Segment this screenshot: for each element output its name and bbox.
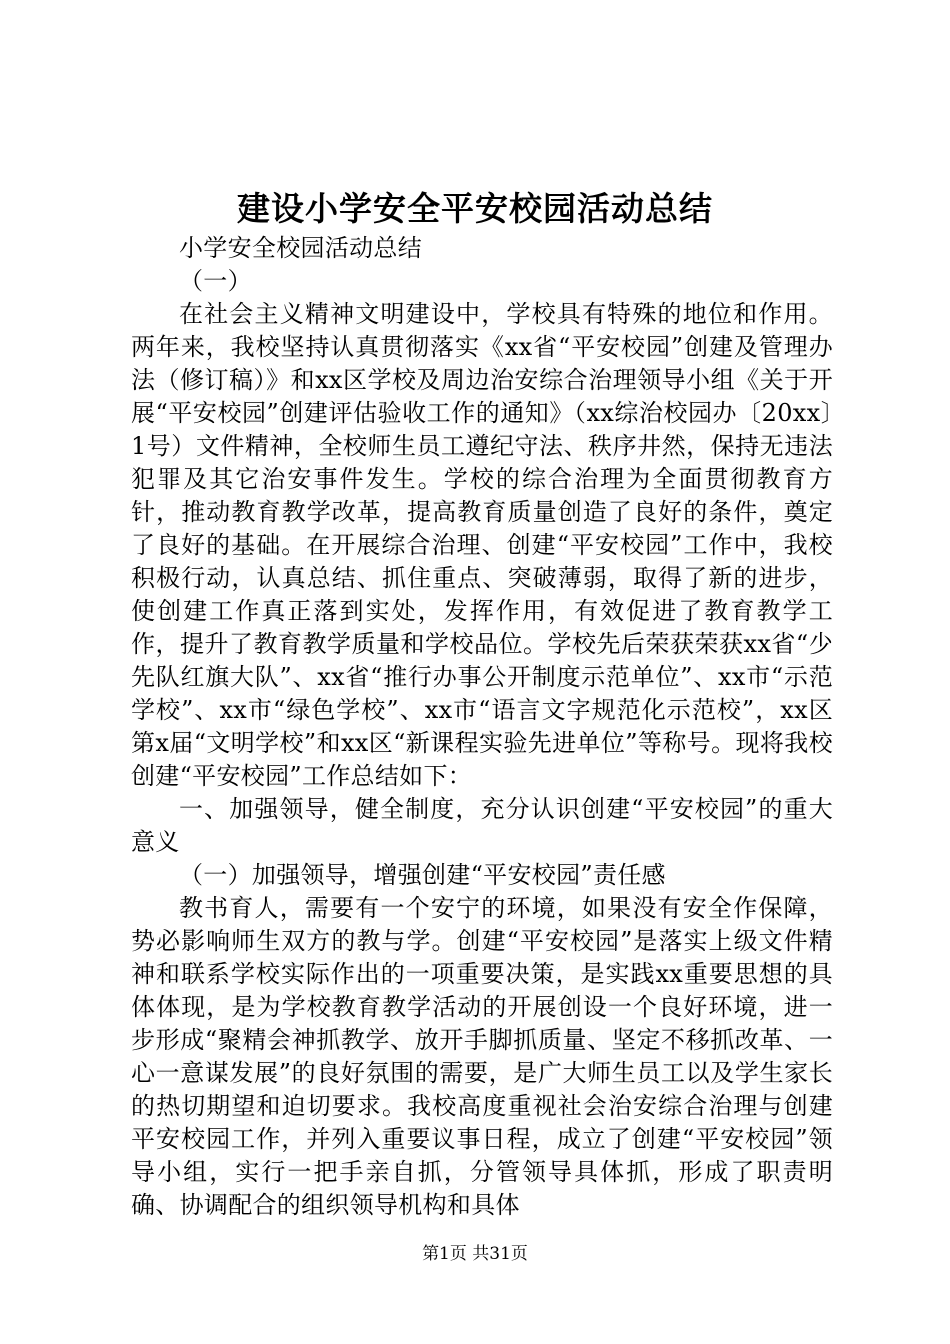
subsection-heading: （一）加强领导，增强创建“平安校园”责任感 [179, 861, 666, 889]
body-paragraph: 在社会主义精神文明建设中，学校具有特殊的地位和作用。两年来，我校坚持认真贯彻落实《xx省“平安校园”创建及管理办法（修订稿）》和xx区学校及周边治安综合治理领导小组《关于开展“平安校园”创建评估验收工作的通知》（xx综治校园办〔20xx〕1号）文件精神，全校师生员工遵纪守法、秩序井然，保持无违法犯罪及其它治安事件发生。学校的综合治理为全面贯彻教育方针，推动教育教学改革，提高教育质量创造了良好的条件，奠定了良好的基础。在开展综合治理、创建“平安校园”工作中，我校积极行动，认真总结、抓住重点、突破薄弱，取得了新的进步，使创建工作真正落到实处，发挥作用，有效促进了教育教学工作，提升了教育教学质量和学校品位。学校先后荣获荣获xx省“少先队红旗大队”、xx省“推行办事公开制度示范单位”、xx市“示范学校”、xx市“绿色学校”、xx市“语言文字规范化示范校”，xx区第x届“文明学校”和xx区“新课程实验先进单位”等称号。现将我校创建“平安校园”工作总结如下： [131, 300, 833, 790]
page-number-footer: 第1页 共31页 [422, 1244, 528, 1264]
document-body [131, 232, 833, 1222]
body-paragraph: 教书育人，需要有一个安宁的环境，如果没有安全作保障，势必影响师生双方的教与学。创建“平安校园”是落实上级文件精神和联系学校实际作出的一项重要决策，是实践xx重要思想的具体体现，是为学校教育教学活动的开展创设一个良好环境，进一步形成“聚精会神抓教学、放开手脚抓质量、坚定不移抓改革、一心一意谋发展”的良好氛围的需要，是广大师生员工以及学生家长的热切期望和迫切要求。我校高度重视社会治安综合治理与创建平安校园工作，并列入重要议事日程，成立了创建“平安校园”领导小组，实行一把手亲自抓，分管领导具体抓，形成了职责明确、协调配合的组织领导机构和具体 [131, 894, 833, 1219]
document-title: 建设小学安全平安校园活动总结 [237, 189, 713, 228]
section-heading: 一、加强领导，健全制度，充分认识创建“平安校园”的重大意义 [131, 795, 833, 856]
section-marker: （一） [179, 267, 252, 295]
subtitle-paragraph: 小学安全校园活动总结 [179, 234, 422, 262]
